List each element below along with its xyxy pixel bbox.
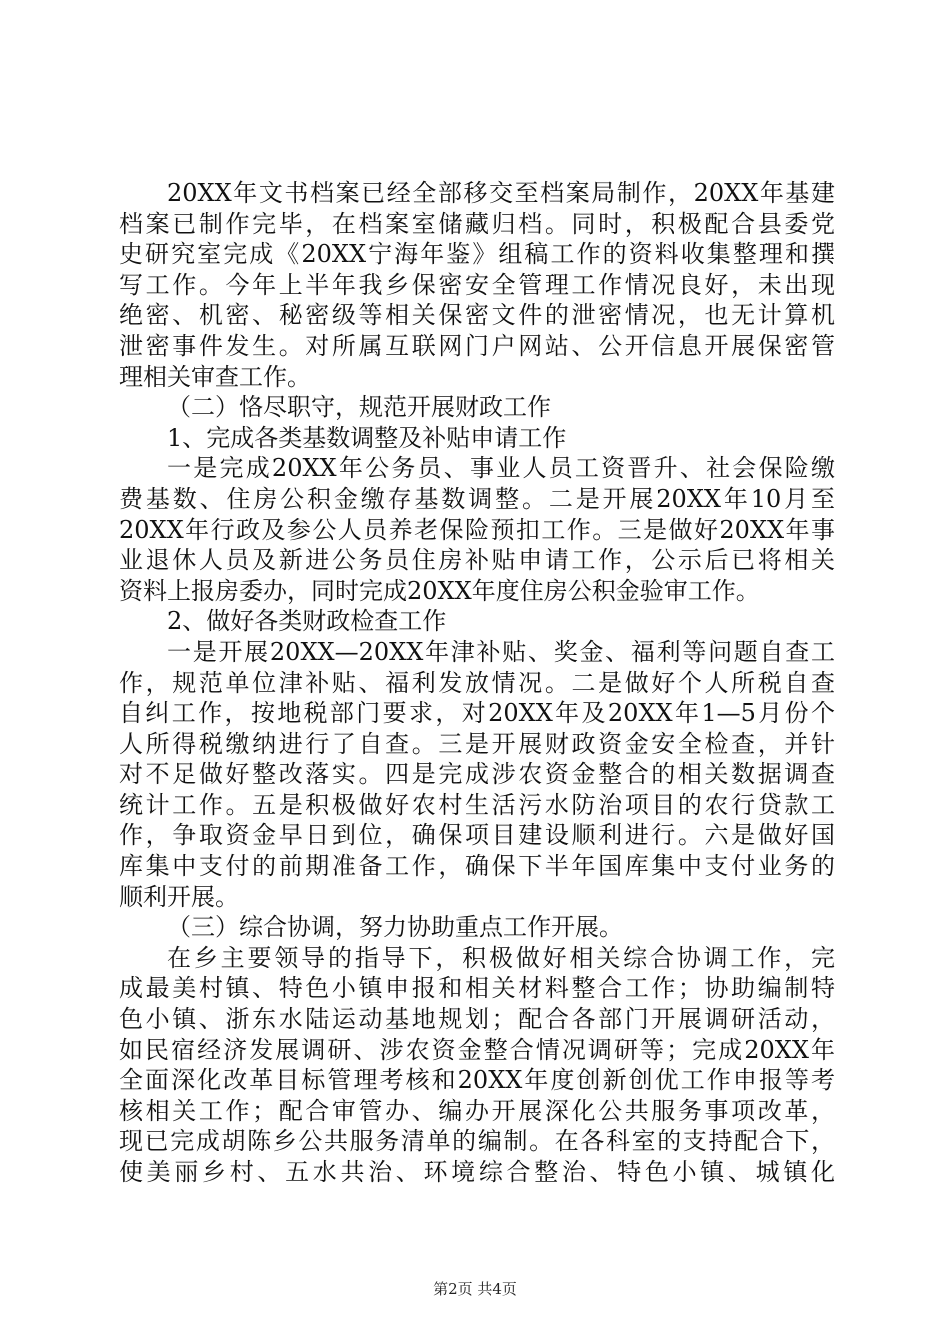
text-line: 作，规范单位津补贴、福利发放情况。二是做好个人所税自查 (119, 668, 835, 697)
text-line: 泄密事件发生。对所属互联网门户网站、公开信息开展保密管 (119, 331, 835, 360)
text-line: 理相关审查工作。 (119, 362, 311, 391)
text-line: 资料上报房委办，同时完成20XX年度住房公积金验审工作。 (119, 576, 760, 605)
text-line: 史研究室完成《20XX宁海年鉴》组稿工作的资料收集整理和撰 (119, 240, 835, 269)
section-heading: （二）恪尽职守，规范开展财政工作 (167, 393, 551, 422)
text-line: 统计工作。五是积极做好农村生活污水防治项目的农行贷款工 (119, 790, 835, 819)
text-line: 人所得税缴纳进行了自查。三是开展财政资金安全检查，并针 (119, 729, 835, 758)
text-line: 写工作。今年上半年我乡保密安全管理工作情况良好，未出现 (119, 270, 835, 299)
text-line: 色小镇、浙东水陆运动基地规划；配合各部门开展调研活动， (119, 1005, 835, 1034)
text-line: 顺利开展。 (119, 882, 239, 911)
text-line: 库集中支付的前期准备工作，确保下半年国库集中支付业务的 (119, 852, 835, 881)
section-heading: （三）综合协调，努力协助重点工作开展。 (167, 913, 623, 942)
text-line: 一是完成20XX年公务员、事业人员工资晋升、社会保险缴 (167, 454, 835, 483)
text-line: 使美丽乡村、五水共治、环境综合整治、特色小镇、城镇化 (119, 1158, 835, 1186)
page-number: 第2页 共4页 (433, 1280, 517, 1298)
text-line: 全面深化改革目标管理考核和20XX年度创新创优工作申报等考 (119, 1066, 835, 1095)
subsection-heading: 1、完成各类基数调整及补贴申请工作 (167, 423, 567, 452)
text-line: 档案已制作完毕，在档案室储藏归档。同时，积极配合县委党 (119, 209, 835, 238)
text-line: 成最美村镇、特色小镇申报和相关材料整合工作；协助编制特 (119, 974, 835, 1003)
text-line: 20XX年行政及参公人员养老保险预扣工作。三是做好20XX年事 (119, 515, 835, 544)
text-line: 自纠工作，按地税部门要求，对20XX年及20XX年1—5月份个 (119, 699, 835, 728)
subsection-heading: 2、做好各类财政检查工作 (167, 607, 447, 636)
text-line: 对不足做好整改落实。四是完成涉农资金整合的相关数据调查 (119, 760, 835, 789)
text-line: 业退休人员及新进公务员住房补贴申请工作，公示后已将相关 (119, 546, 835, 575)
text-line: 作，争取资金早日到位，确保项目建设顺利进行。六是做好国 (119, 821, 835, 850)
text-line: 费基数、住房公积金缴存基数调整。二是开展20XX年10月至 (119, 484, 835, 513)
page-footer (0, 1279, 950, 1299)
text-line: 20XX年文书档案已经全部移交至档案局制作，20XX年基建 (167, 179, 835, 207)
text-line: 如民宿经济发展调研、涉农资金整合情况调研等；完成20XX年 (119, 1035, 835, 1064)
text-line: 在乡主要领导的指导下，积极做好相关综合协调工作，完 (167, 943, 835, 972)
document-body (119, 178, 835, 1188)
text-line: 绝密、机密、秘密级等相关保密文件的泄密情况，也无计算机 (119, 301, 835, 330)
text-line: 核相关工作；配合审管办、编办开展深化公共服务事项改革， (119, 1096, 835, 1125)
text-line: 现已完成胡陈乡公共服务清单的编制。在各科室的支持配合下， (119, 1127, 835, 1156)
text-line: 一是开展20XX—20XX年津补贴、奖金、福利等问题自查工 (167, 637, 835, 666)
